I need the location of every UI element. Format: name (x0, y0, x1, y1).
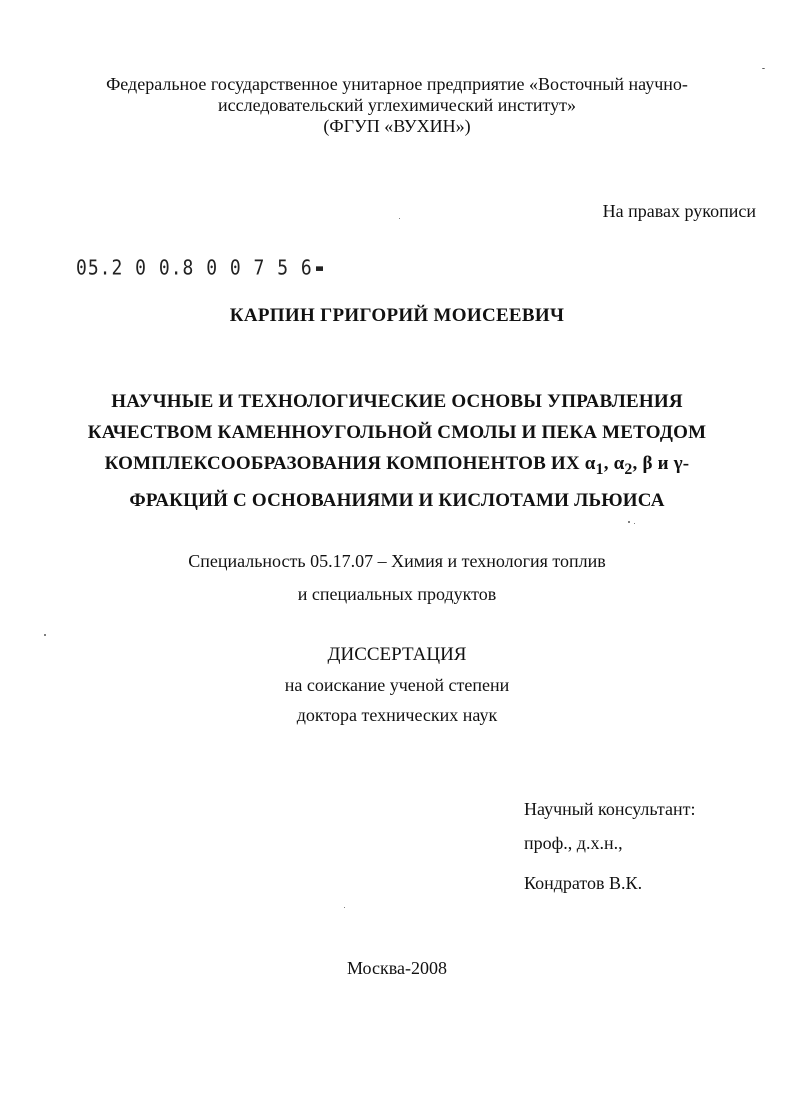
dissertation-label: ДИССЕРТАЦИЯ (327, 644, 467, 665)
title-line-3 (0, 448, 794, 485)
scan-speck (44, 634, 46, 636)
rights-note: На правах рукописи (602, 201, 756, 221)
consultant-role: Научный консультант: (524, 799, 696, 819)
title-line-1: НАУЧНЫЕ И ТЕХНОЛОГИЧЕСКИЕ ОСНОВЫ УПРАВЛЕНИЯ (111, 391, 683, 412)
registration-stamp (76, 256, 323, 280)
title-line-4: ФРАКЦИЙ С ОСНОВАНИЯМИ И КИСЛОТАМИ ЛЬЮИСА (129, 489, 665, 511)
degree-line-2: доктора технических наук (296, 705, 498, 725)
beta-gamma-text: β и γ- (642, 453, 690, 474)
scan-speck (399, 218, 400, 219)
alpha-symbol-2: α (613, 453, 625, 474)
title-line-2: КАЧЕСТВОМ КАМЕННОУГОЛЬНОЙ СМОЛЫ И ПЕКА МЕТОДОМ (87, 422, 707, 443)
specialty (0, 545, 794, 611)
stamp-dash-mark (316, 266, 323, 271)
registration-number: 05.2 0 0.8 0 0 7 5 6 (76, 256, 313, 281)
specialty-line-1: Специальность 05.17.07 – Химия и технология топлив (188, 551, 606, 571)
title-line-3-text: КОМПЛЕКСООБРАЗОВАНИЯ КОМПОНЕНТОВ ИХ (104, 453, 585, 474)
consultant-name: Кондратов В.К. (524, 873, 643, 893)
consultant-degree: проф., д.х.н., (524, 833, 623, 853)
scan-speck (762, 68, 765, 69)
organization-header (0, 74, 794, 137)
author-name: КАРПИН ГРИГОРИЙ МОИСЕЕВИЧ (229, 305, 565, 326)
organization-abbreviation: (ФГУП «ВУХИН») (323, 116, 471, 136)
scan-speck (634, 523, 635, 524)
scan-speck (628, 521, 630, 523)
organization-line-2: исследовательский углехимический институт» (218, 95, 576, 115)
organization-line-1: Федеральное государственное унитарное предприятие «Восточный научно- (106, 74, 688, 94)
specialty-line-2: и специальных продуктов (297, 584, 497, 604)
separator-1: , (603, 453, 614, 474)
subscript-2: 2 (624, 460, 633, 478)
subscript-1: 1 (595, 460, 604, 478)
degree-line-1: на соискание ученой степени (284, 675, 510, 695)
dissertation-title (0, 386, 794, 516)
separator-2: , (632, 453, 643, 474)
dissertation-degree (0, 640, 794, 730)
alpha-symbol: α (584, 453, 596, 474)
city-year: Москва-2008 (347, 958, 447, 978)
scan-speck (344, 907, 345, 908)
